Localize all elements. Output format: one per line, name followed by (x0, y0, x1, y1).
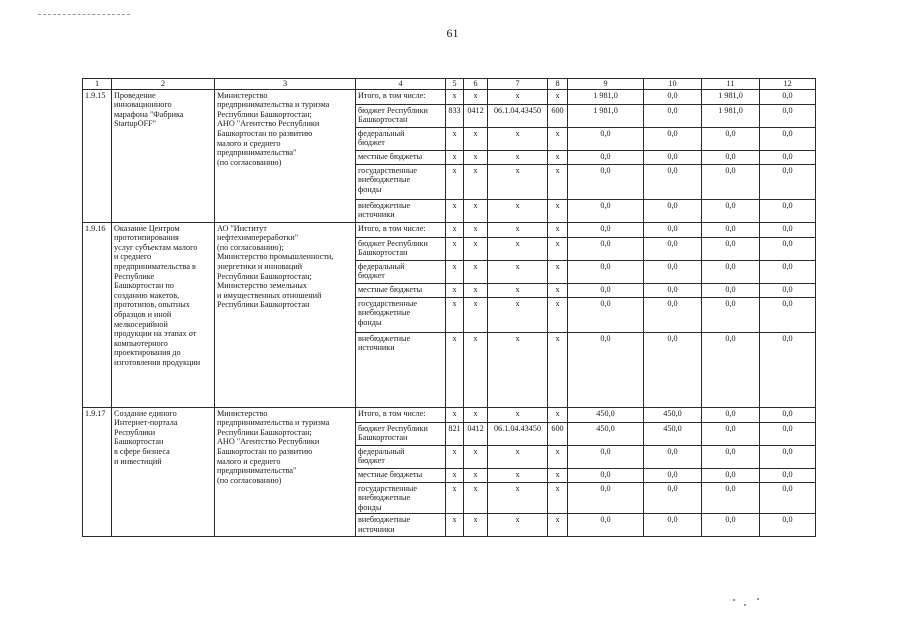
value-cell-c6: x (464, 260, 488, 283)
funding-source: федеральный бюджет (356, 127, 446, 150)
funding-source: внебюджетные источники (356, 199, 446, 222)
item-number: 1.9.16 (83, 222, 112, 407)
value-cell-c9: 450,0 (568, 422, 644, 445)
value-cell-c10: 0,0 (644, 332, 702, 407)
value-cell-c10: 0,0 (644, 468, 702, 482)
funding-source: бюджет Республики Башкортостан (356, 104, 446, 127)
value-cell-c5: x (446, 283, 464, 297)
value-cell-c10: 0,0 (644, 104, 702, 127)
value-cell-c5: x (446, 222, 464, 237)
funding-table (82, 78, 816, 537)
value-cell-c5: x (446, 482, 464, 514)
value-cell-c12: 0,0 (760, 297, 816, 332)
value-cell-c11: 0,0 (702, 514, 760, 537)
value-cell-c6: x (464, 283, 488, 297)
value-cell-c8: x (548, 283, 568, 297)
value-cell-c11: 0,0 (702, 127, 760, 150)
value-cell-c6: x (464, 514, 488, 537)
funding-source: внебюджетные источники (356, 514, 446, 537)
value-cell-c7: x (488, 407, 548, 422)
value-cell-c7: x (488, 222, 548, 237)
value-cell-c5: x (446, 150, 464, 164)
value-cell-c8: x (548, 150, 568, 164)
value-cell-c7: x (488, 237, 548, 260)
value-cell-c8: 600 (548, 422, 568, 445)
value-cell-c10: 0,0 (644, 199, 702, 222)
value-cell-c9: 0,0 (568, 164, 644, 199)
value-cell-c8: x (548, 222, 568, 237)
value-cell-c5: x (446, 127, 464, 150)
value-cell-c6: x (464, 222, 488, 237)
value-cell-c11: 0,0 (702, 199, 760, 222)
value-cell-c10: 0,0 (644, 283, 702, 297)
value-cell-c6: x (464, 407, 488, 422)
value-cell-c12: 0,0 (760, 332, 816, 407)
value-cell-c12: 0,0 (760, 199, 816, 222)
value-cell-c11: 0,0 (702, 164, 760, 199)
table-row (83, 89, 816, 104)
value-cell-c8: x (548, 89, 568, 104)
value-cell-c12: 0,0 (760, 468, 816, 482)
value-cell-c6: x (464, 89, 488, 104)
value-cell-c5: x (446, 89, 464, 104)
item-executor: Министерство предпринимательства и туризма Республики Башкортостан; АНО "Агентство Республики Башкортостан по развитию малого и среднего предпринимательства" (по согласованию) (215, 407, 356, 537)
value-cell-c8: x (548, 127, 568, 150)
funding-source: местные бюджеты (356, 468, 446, 482)
value-cell-c6: x (464, 468, 488, 482)
value-cell-c7: x (488, 514, 548, 537)
funding-source: местные бюджеты (356, 150, 446, 164)
value-cell-c10: 450,0 (644, 422, 702, 445)
table-row (83, 222, 816, 237)
header-cell: 8 (548, 79, 568, 90)
funding-source: Итого, в том числе: (356, 222, 446, 237)
header-row (83, 79, 816, 90)
value-cell-c6: x (464, 164, 488, 199)
value-cell-c9: 0,0 (568, 482, 644, 514)
value-cell-c11: 0,0 (702, 283, 760, 297)
value-cell-c7: x (488, 164, 548, 199)
value-cell-c12: 0,0 (760, 482, 816, 514)
value-cell-c10: 0,0 (644, 127, 702, 150)
value-cell-c7: 06.1.04.43450 (488, 422, 548, 445)
value-cell-c9: 0,0 (568, 237, 644, 260)
header-cell: 6 (464, 79, 488, 90)
value-cell-c5: 833 (446, 104, 464, 127)
value-cell-c5: x (446, 297, 464, 332)
funding-source: федеральный бюджет (356, 260, 446, 283)
value-cell-c6: x (464, 150, 488, 164)
value-cell-c9: 1 981,0 (568, 89, 644, 104)
value-cell-c8: x (548, 237, 568, 260)
value-cell-c10: 0,0 (644, 514, 702, 537)
value-cell-c9: 0,0 (568, 199, 644, 222)
value-cell-c9: 0,0 (568, 260, 644, 283)
item-executor: АО "Институт нефтехимпереработки" (по согласованию); Министерство промышленности, энергетики и инноваций Республики Башкортостан; Министерство земельных и имущественных отношений Республики Башкортостан (215, 222, 356, 407)
value-cell-c5: x (446, 407, 464, 422)
header-cell: 7 (488, 79, 548, 90)
value-cell-c5: x (446, 237, 464, 260)
value-cell-c7: x (488, 332, 548, 407)
value-cell-c11: 0,0 (702, 407, 760, 422)
value-cell-c7: x (488, 150, 548, 164)
value-cell-c6: x (464, 199, 488, 222)
value-cell-c12: 0,0 (760, 127, 816, 150)
value-cell-c6: x (464, 297, 488, 332)
item-executor: Министерство предпринимательства и туризма Республики Башкортостан; АНО "Агентство Республики Башкортостан по развитию малого и среднего предпринимательства" (по согласованию) (215, 89, 356, 222)
funding-source: федеральный бюджет (356, 445, 446, 468)
value-cell-c7: x (488, 482, 548, 514)
value-cell-c12: 0,0 (760, 222, 816, 237)
funding-source: бюджет Республики Башкортостан (356, 422, 446, 445)
value-cell-c11: 1 981,0 (702, 89, 760, 104)
value-cell-c5: x (446, 468, 464, 482)
value-cell-c5: 821 (446, 422, 464, 445)
item-number: 1.9.15 (83, 89, 112, 222)
value-cell-c9: 0,0 (568, 283, 644, 297)
value-cell-c10: 0,0 (644, 164, 702, 199)
item-name: Создание единого Интернет-портала Республики Башкортостан в сфере бизнеса и инвестиций (112, 407, 215, 537)
value-cell-c8: x (548, 468, 568, 482)
value-cell-c10: 0,0 (644, 150, 702, 164)
value-cell-c9: 0,0 (568, 445, 644, 468)
funding-source: государственные внебюджетные фонды (356, 482, 446, 514)
value-cell-c6: x (464, 332, 488, 407)
value-cell-c5: x (446, 514, 464, 537)
funding-source: бюджет Республики Башкортостан (356, 237, 446, 260)
value-cell-c7: 06.1.04.43450 (488, 104, 548, 127)
value-cell-c8: x (548, 164, 568, 199)
value-cell-c8: x (548, 482, 568, 514)
value-cell-c5: x (446, 164, 464, 199)
value-cell-c10: 0,0 (644, 222, 702, 237)
value-cell-c10: 0,0 (644, 297, 702, 332)
scan-speck (744, 604, 746, 606)
value-cell-c7: x (488, 199, 548, 222)
value-cell-c9: 1 981,0 (568, 104, 644, 127)
item-number: 1.9.17 (83, 407, 112, 537)
value-cell-c11: 0,0 (702, 260, 760, 283)
value-cell-c11: 0,0 (702, 297, 760, 332)
value-cell-c10: 450,0 (644, 407, 702, 422)
value-cell-c12: 0,0 (760, 89, 816, 104)
funding-source: Итого, в том числе: (356, 407, 446, 422)
value-cell-c5: x (446, 260, 464, 283)
value-cell-c9: 0,0 (568, 222, 644, 237)
value-cell-c7: x (488, 89, 548, 104)
value-cell-c12: 0,0 (760, 164, 816, 199)
value-cell-c5: x (446, 445, 464, 468)
value-cell-c6: x (464, 445, 488, 468)
value-cell-c6: x (464, 482, 488, 514)
value-cell-c8: x (548, 297, 568, 332)
header-cell: 9 (568, 79, 644, 90)
value-cell-c11: 0,0 (702, 482, 760, 514)
scan-artifact-line (38, 14, 130, 15)
header-cell: 3 (215, 79, 356, 90)
value-cell-c12: 0,0 (760, 150, 816, 164)
value-cell-c10: 0,0 (644, 482, 702, 514)
funding-source: внебюджетные источники (356, 332, 446, 407)
value-cell-c10: 0,0 (644, 89, 702, 104)
value-cell-c12: 0,0 (760, 260, 816, 283)
value-cell-c11: 0,0 (702, 332, 760, 407)
header-cell: 2 (112, 79, 215, 90)
header-cell: 5 (446, 79, 464, 90)
value-cell-c11: 0,0 (702, 222, 760, 237)
value-cell-c9: 0,0 (568, 297, 644, 332)
value-cell-c8: x (548, 199, 568, 222)
value-cell-c7: x (488, 283, 548, 297)
value-cell-c8: x (548, 332, 568, 407)
value-cell-c5: x (446, 332, 464, 407)
table-row (83, 407, 816, 422)
item-name: Оказание Центром прототипирования услуг субъектам малого и среднего предпринимательства в Республике Башкортостан по созданию макетов, прототипов, опытных образцов и иной мелкосерийной продукции на этапах от компьютерного проектирования до изготовления продукции (112, 222, 215, 407)
header-cell: 4 (356, 79, 446, 90)
value-cell-c8: x (548, 514, 568, 537)
value-cell-c5: x (446, 199, 464, 222)
funding-source: местные бюджеты (356, 283, 446, 297)
value-cell-c12: 0,0 (760, 445, 816, 468)
value-cell-c10: 0,0 (644, 260, 702, 283)
value-cell-c7: x (488, 468, 548, 482)
value-cell-c12: 0,0 (760, 283, 816, 297)
header-cell: 11 (702, 79, 760, 90)
value-cell-c9: 0,0 (568, 332, 644, 407)
value-cell-c12: 0,0 (760, 407, 816, 422)
value-cell-c9: 0,0 (568, 127, 644, 150)
scan-speck (733, 599, 735, 601)
value-cell-c6: 0412 (464, 422, 488, 445)
value-cell-c8: x (548, 445, 568, 468)
header-cell: 12 (760, 79, 816, 90)
funding-source: государственные внебюджетные фонды (356, 297, 446, 332)
page-number: 61 (446, 26, 459, 40)
value-cell-c8: x (548, 407, 568, 422)
header-cell: 1 (83, 79, 112, 90)
value-cell-c9: 0,0 (568, 514, 644, 537)
value-cell-c10: 0,0 (644, 237, 702, 260)
value-cell-c12: 0,0 (760, 514, 816, 537)
value-cell-c11: 0,0 (702, 150, 760, 164)
scan-speck (757, 598, 759, 600)
value-cell-c12: 0,0 (760, 237, 816, 260)
value-cell-c6: 0412 (464, 104, 488, 127)
value-cell-c9: 450,0 (568, 407, 644, 422)
value-cell-c9: 0,0 (568, 150, 644, 164)
value-cell-c12: 0,0 (760, 104, 816, 127)
value-cell-c11: 0,0 (702, 468, 760, 482)
value-cell-c9: 0,0 (568, 468, 644, 482)
value-cell-c10: 0,0 (644, 445, 702, 468)
value-cell-c11: 0,0 (702, 237, 760, 260)
funding-source: государственные внебюджетные фонды (356, 164, 446, 199)
value-cell-c6: x (464, 237, 488, 260)
item-name: Проведение инновационного марафона "Фабрика StartupOFF" (112, 89, 215, 222)
value-cell-c7: x (488, 260, 548, 283)
value-cell-c11: 1 981,0 (702, 104, 760, 127)
funding-source: Итого, в том числе: (356, 89, 446, 104)
header-cell: 10 (644, 79, 702, 90)
value-cell-c7: x (488, 297, 548, 332)
value-cell-c11: 0,0 (702, 422, 760, 445)
value-cell-c7: x (488, 445, 548, 468)
value-cell-c6: x (464, 127, 488, 150)
value-cell-c8: 600 (548, 104, 568, 127)
value-cell-c7: x (488, 127, 548, 150)
value-cell-c8: x (548, 260, 568, 283)
value-cell-c11: 0,0 (702, 445, 760, 468)
value-cell-c12: 0,0 (760, 422, 816, 445)
